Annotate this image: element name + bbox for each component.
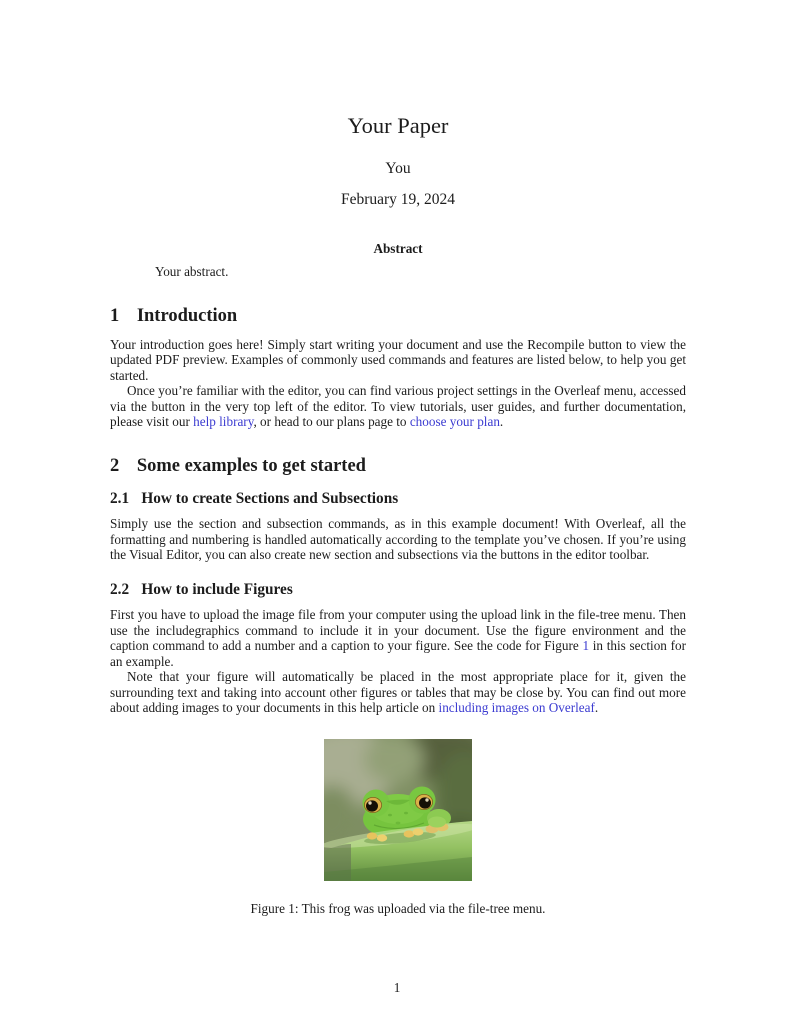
subsection-2-2-number: 2.2 [110,580,130,598]
sections-paragraph: Simply use the section and subsection commands, as in this example document! With Overleaf, all the formatting and numbering is handled automatically according to the template you’ve chosen. If you’re using the Visual Editor, you can also create new section and subsections via the buttons in the editor toolbar. [110,516,686,563]
section-2-number: 2 [110,455,120,476]
section-2-heading [110,456,686,477]
frog-photo-image [324,739,472,881]
abstract-heading: Abstract [373,240,423,256]
paper-title: Your Paper [347,113,449,138]
section-1-number: 1 [110,306,120,327]
figure-1-caption: Figure 1: This frog was uploaded via the file-tree menu. [250,900,546,916]
document-body [110,0,686,916]
subsection-2-1-heading [110,490,686,508]
figures-paragraph-1: First you have to upload the image file from your computer using the upload link in the file-tree menu. Then use the includegraphics command to include it in your document. Use the figure environment and the caption command to add a number and a caption to your figure. See the code for Figure 1 in this section for an example. [110,607,686,669]
figures-paragraph-2: Note that your figure will automatically be placed in the most appropriate place for it, given the surrounding text and taking into account other figures or tables that may be close by. You can find out more about adding images to your documents in this help article on including images on Overleaf. [110,669,686,716]
subsection-2-1-title: How to create Sections and Subsections [141,489,399,507]
abstract-text: Your abstract. [155,263,229,279]
choose-your-plan-link[interactable]: choose your plan [409,414,500,430]
section-1-heading [110,306,686,327]
paper-date: February 19, 2024 [340,190,456,208]
subsection-2-2-title: How to include Figures [141,580,293,598]
section-1-title: Introduction [136,306,238,327]
page-number: 1 [393,980,401,995]
subsection-2-2-heading [110,581,686,599]
figure-1 [110,739,686,917]
section-2-title: Some examples to get started [136,455,366,476]
figure-1-reference-link[interactable]: 1 [582,638,590,654]
including-images-link[interactable]: including images on Overleaf [438,700,595,716]
intro-paragraph-1: Your introduction goes here! Simply start writing your document and use the Recompile button to view the updated PDF preview. Examples of commonly used commands and features are listed below, to help you get started. [110,336,686,383]
paper-author: You [385,160,411,177]
help-library-link[interactable]: help library [193,414,254,430]
intro-paragraph-2: Once you’re familiar with the editor, you can find various project settings in the Overleaf menu, accessed via the button in the very top left of the editor. To view tutorials, user guides, and further documentation, please visit our help library, or head to our plans page to choose your plan. [110,383,686,430]
subsection-2-1-number: 2.1 [110,489,130,507]
